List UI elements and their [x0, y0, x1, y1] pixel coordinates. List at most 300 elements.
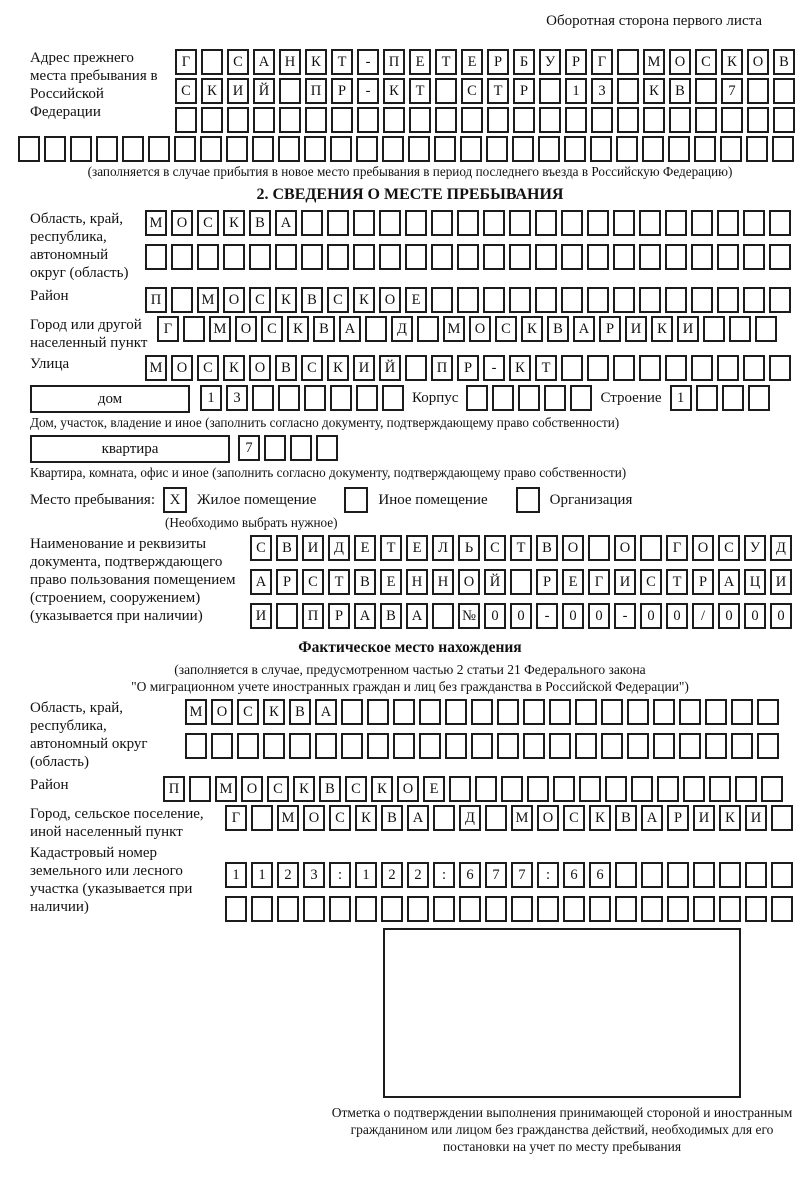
- char-cell[interactable]: С: [261, 316, 283, 342]
- char-cell[interactable]: В: [313, 316, 335, 342]
- char-cell[interactable]: В: [354, 569, 376, 595]
- char-cell[interactable]: [743, 287, 765, 313]
- char-cell[interactable]: В: [381, 805, 403, 831]
- char-cell[interactable]: 0: [588, 603, 610, 629]
- char-cell[interactable]: [148, 136, 170, 162]
- char-cell[interactable]: -: [357, 78, 379, 104]
- char-cell[interactable]: К: [509, 355, 531, 381]
- char-cell[interactable]: И: [353, 355, 375, 381]
- char-cell[interactable]: Р: [487, 49, 509, 75]
- char-cell[interactable]: [617, 107, 639, 133]
- char-cell[interactable]: [564, 136, 586, 162]
- char-cell[interactable]: Д: [770, 535, 792, 561]
- char-cell[interactable]: [382, 385, 404, 411]
- char-cell[interactable]: [549, 733, 571, 759]
- char-cell[interactable]: №: [458, 603, 480, 629]
- char-cell[interactable]: :: [433, 862, 455, 888]
- char-cell[interactable]: Е: [405, 287, 427, 313]
- char-cell[interactable]: [653, 699, 675, 725]
- char-cell[interactable]: [174, 136, 196, 162]
- char-cell[interactable]: [264, 435, 286, 461]
- char-cell[interactable]: 3: [591, 78, 613, 104]
- char-cell[interactable]: [433, 805, 455, 831]
- char-cell[interactable]: М: [511, 805, 533, 831]
- char-cell[interactable]: К: [223, 210, 245, 236]
- char-cell[interactable]: С: [197, 210, 219, 236]
- char-cell[interactable]: [717, 244, 739, 270]
- char-cell[interactable]: [509, 287, 531, 313]
- char-cell[interactable]: [523, 733, 545, 759]
- char-cell[interactable]: [601, 733, 623, 759]
- char-cell[interactable]: [305, 107, 327, 133]
- char-cell[interactable]: [769, 244, 791, 270]
- char-cell[interactable]: 0: [718, 603, 740, 629]
- char-cell[interactable]: [355, 896, 377, 922]
- char-cell[interactable]: [483, 287, 505, 313]
- char-cell[interactable]: С: [227, 49, 249, 75]
- char-cell[interactable]: О: [211, 699, 233, 725]
- char-cell[interactable]: Т: [535, 355, 557, 381]
- char-cell[interactable]: [695, 78, 717, 104]
- char-cell[interactable]: Е: [423, 776, 445, 802]
- char-cell[interactable]: Г: [157, 316, 179, 342]
- char-cell[interactable]: [431, 210, 453, 236]
- char-cell[interactable]: [613, 355, 635, 381]
- char-cell[interactable]: [183, 316, 205, 342]
- char-cell[interactable]: [729, 316, 751, 342]
- char-cell[interactable]: [705, 699, 727, 725]
- char-cell[interactable]: 6: [563, 862, 585, 888]
- char-cell[interactable]: [771, 862, 793, 888]
- char-cell[interactable]: И: [625, 316, 647, 342]
- char-cell[interactable]: [492, 385, 514, 411]
- char-cell[interactable]: О: [303, 805, 325, 831]
- char-cell[interactable]: [743, 210, 765, 236]
- char-cell[interactable]: [485, 805, 507, 831]
- char-cell[interactable]: В: [536, 535, 558, 561]
- char-cell[interactable]: [509, 210, 531, 236]
- char-cell[interactable]: Т: [435, 49, 457, 75]
- char-cell[interactable]: И: [302, 535, 324, 561]
- char-cell[interactable]: [223, 244, 245, 270]
- char-cell[interactable]: [457, 287, 479, 313]
- char-cell[interactable]: 0: [510, 603, 532, 629]
- char-cell[interactable]: [731, 699, 753, 725]
- dom-box[interactable]: дом: [30, 385, 190, 413]
- char-cell[interactable]: :: [537, 862, 559, 888]
- char-cell[interactable]: Р: [276, 569, 298, 595]
- char-cell[interactable]: [279, 107, 301, 133]
- char-cell[interactable]: 0: [640, 603, 662, 629]
- char-cell[interactable]: Р: [331, 78, 353, 104]
- char-cell[interactable]: Г: [591, 49, 613, 75]
- char-cell[interactable]: [175, 107, 197, 133]
- char-cell[interactable]: [553, 776, 575, 802]
- char-cell[interactable]: О: [223, 287, 245, 313]
- char-cell[interactable]: [445, 733, 467, 759]
- char-cell[interactable]: [748, 385, 770, 411]
- char-cell[interactable]: [641, 896, 663, 922]
- char-cell[interactable]: 6: [459, 862, 481, 888]
- char-cell[interactable]: [275, 244, 297, 270]
- char-cell[interactable]: [419, 699, 441, 725]
- char-cell[interactable]: [315, 733, 337, 759]
- char-cell[interactable]: [434, 136, 456, 162]
- char-cell[interactable]: [747, 107, 769, 133]
- char-cell[interactable]: С: [301, 355, 323, 381]
- char-cell[interactable]: [251, 896, 273, 922]
- char-cell[interactable]: /: [692, 603, 714, 629]
- char-cell[interactable]: -: [536, 603, 558, 629]
- char-cell[interactable]: В: [615, 805, 637, 831]
- char-cell[interactable]: У: [539, 49, 561, 75]
- char-cell[interactable]: [579, 776, 601, 802]
- char-cell[interactable]: Й: [379, 355, 401, 381]
- char-cell[interactable]: А: [275, 210, 297, 236]
- char-cell[interactable]: [705, 733, 727, 759]
- char-cell[interactable]: [461, 107, 483, 133]
- char-cell[interactable]: Е: [354, 535, 376, 561]
- char-cell[interactable]: [601, 699, 623, 725]
- char-cell[interactable]: [383, 107, 405, 133]
- char-cell[interactable]: В: [669, 78, 691, 104]
- char-cell[interactable]: [252, 385, 274, 411]
- char-cell[interactable]: Е: [461, 49, 483, 75]
- char-cell[interactable]: Т: [328, 569, 350, 595]
- char-cell[interactable]: П: [145, 287, 167, 313]
- char-cell[interactable]: [696, 385, 718, 411]
- char-cell[interactable]: 1: [355, 862, 377, 888]
- char-cell[interactable]: [717, 355, 739, 381]
- char-cell[interactable]: [357, 107, 379, 133]
- char-cell[interactable]: [639, 287, 661, 313]
- char-cell[interactable]: [249, 244, 271, 270]
- char-cell[interactable]: [587, 244, 609, 270]
- char-cell[interactable]: [640, 535, 662, 561]
- char-cell[interactable]: И: [614, 569, 636, 595]
- char-cell[interactable]: [691, 355, 713, 381]
- char-cell[interactable]: [745, 862, 767, 888]
- char-cell[interactable]: Л: [432, 535, 454, 561]
- char-cell[interactable]: [544, 385, 566, 411]
- char-cell[interactable]: М: [197, 287, 219, 313]
- char-cell[interactable]: [587, 210, 609, 236]
- char-cell[interactable]: [449, 776, 471, 802]
- char-cell[interactable]: [717, 210, 739, 236]
- char-cell[interactable]: [720, 136, 742, 162]
- char-cell[interactable]: С: [237, 699, 259, 725]
- char-cell[interactable]: И: [227, 78, 249, 104]
- char-cell[interactable]: М: [145, 210, 167, 236]
- char-cell[interactable]: С: [267, 776, 289, 802]
- char-cell[interactable]: Т: [331, 49, 353, 75]
- char-cell[interactable]: -: [614, 603, 636, 629]
- char-cell[interactable]: С: [345, 776, 367, 802]
- char-cell[interactable]: [381, 896, 403, 922]
- char-cell[interactable]: О: [171, 210, 193, 236]
- char-cell[interactable]: [667, 862, 689, 888]
- char-cell[interactable]: А: [250, 569, 272, 595]
- char-cell[interactable]: Т: [510, 535, 532, 561]
- char-cell[interactable]: С: [175, 78, 197, 104]
- char-cell[interactable]: [483, 210, 505, 236]
- char-cell[interactable]: И: [693, 805, 715, 831]
- char-cell[interactable]: [497, 699, 519, 725]
- checkbox-organizatsiya[interactable]: [516, 487, 540, 513]
- char-cell[interactable]: Е: [380, 569, 402, 595]
- char-cell[interactable]: [539, 107, 561, 133]
- char-cell[interactable]: М: [443, 316, 465, 342]
- char-cell[interactable]: О: [669, 49, 691, 75]
- char-cell[interactable]: [575, 733, 597, 759]
- char-cell[interactable]: [201, 49, 223, 75]
- char-cell[interactable]: К: [521, 316, 543, 342]
- char-cell[interactable]: М: [185, 699, 207, 725]
- char-cell[interactable]: [617, 49, 639, 75]
- char-cell[interactable]: [615, 896, 637, 922]
- char-cell[interactable]: [379, 210, 401, 236]
- char-cell[interactable]: Р: [513, 78, 535, 104]
- char-cell[interactable]: [668, 136, 690, 162]
- char-cell[interactable]: В: [319, 776, 341, 802]
- char-cell[interactable]: [523, 699, 545, 725]
- char-cell[interactable]: К: [327, 355, 349, 381]
- char-cell[interactable]: Й: [253, 78, 275, 104]
- char-cell[interactable]: [641, 862, 663, 888]
- char-cell[interactable]: [279, 78, 301, 104]
- char-cell[interactable]: [290, 435, 312, 461]
- char-cell[interactable]: Т: [380, 535, 402, 561]
- char-cell[interactable]: Р: [565, 49, 587, 75]
- char-cell[interactable]: [694, 136, 716, 162]
- char-cell[interactable]: [329, 896, 351, 922]
- char-cell[interactable]: [331, 107, 353, 133]
- char-cell[interactable]: [717, 287, 739, 313]
- char-cell[interactable]: [356, 136, 378, 162]
- char-cell[interactable]: В: [773, 49, 795, 75]
- char-cell[interactable]: [772, 136, 794, 162]
- char-cell[interactable]: [722, 385, 744, 411]
- char-cell[interactable]: [703, 316, 725, 342]
- char-cell[interactable]: [518, 385, 540, 411]
- char-cell[interactable]: [356, 385, 378, 411]
- checkbox-inoe[interactable]: [344, 487, 368, 513]
- char-cell[interactable]: [211, 733, 233, 759]
- char-cell[interactable]: [771, 805, 793, 831]
- char-cell[interactable]: М: [145, 355, 167, 381]
- char-cell[interactable]: М: [277, 805, 299, 831]
- char-cell[interactable]: [382, 136, 404, 162]
- char-cell[interactable]: [435, 107, 457, 133]
- char-cell[interactable]: С: [718, 535, 740, 561]
- char-cell[interactable]: [773, 107, 795, 133]
- char-cell[interactable]: [405, 244, 427, 270]
- char-cell[interactable]: В: [380, 603, 402, 629]
- char-cell[interactable]: [761, 776, 783, 802]
- char-cell[interactable]: [538, 136, 560, 162]
- char-cell[interactable]: [289, 733, 311, 759]
- char-cell[interactable]: [535, 244, 557, 270]
- char-cell[interactable]: [330, 136, 352, 162]
- char-cell[interactable]: [695, 107, 717, 133]
- char-cell[interactable]: А: [407, 805, 429, 831]
- char-cell[interactable]: [251, 805, 273, 831]
- char-cell[interactable]: [683, 776, 705, 802]
- char-cell[interactable]: 1: [565, 78, 587, 104]
- char-cell[interactable]: О: [171, 355, 193, 381]
- char-cell[interactable]: М: [215, 776, 237, 802]
- char-cell[interactable]: [501, 776, 523, 802]
- char-cell[interactable]: 1: [670, 385, 692, 411]
- char-cell[interactable]: [471, 699, 493, 725]
- char-cell[interactable]: Г: [666, 535, 688, 561]
- char-cell[interactable]: Р: [328, 603, 350, 629]
- char-cell[interactable]: [693, 862, 715, 888]
- char-cell[interactable]: В: [301, 287, 323, 313]
- checkbox-zhiloe[interactable]: X: [163, 487, 187, 513]
- char-cell[interactable]: 0: [666, 603, 688, 629]
- char-cell[interactable]: [189, 776, 211, 802]
- char-cell[interactable]: Р: [457, 355, 479, 381]
- char-cell[interactable]: [617, 78, 639, 104]
- char-cell[interactable]: Ь: [458, 535, 480, 561]
- char-cell[interactable]: [719, 896, 741, 922]
- char-cell[interactable]: С: [495, 316, 517, 342]
- char-cell[interactable]: 7: [485, 862, 507, 888]
- char-cell[interactable]: [549, 699, 571, 725]
- char-cell[interactable]: [561, 355, 583, 381]
- char-cell[interactable]: [301, 244, 323, 270]
- char-cell[interactable]: [665, 355, 687, 381]
- char-cell[interactable]: [731, 733, 753, 759]
- char-cell[interactable]: [527, 776, 549, 802]
- char-cell[interactable]: [278, 385, 300, 411]
- char-cell[interactable]: [613, 210, 635, 236]
- char-cell[interactable]: [587, 287, 609, 313]
- char-cell[interactable]: [353, 210, 375, 236]
- char-cell[interactable]: [304, 136, 326, 162]
- char-cell[interactable]: М: [643, 49, 665, 75]
- char-cell[interactable]: [471, 733, 493, 759]
- char-cell[interactable]: [485, 896, 507, 922]
- char-cell[interactable]: 0: [770, 603, 792, 629]
- char-cell[interactable]: [563, 896, 585, 922]
- char-cell[interactable]: 1: [251, 862, 273, 888]
- char-cell[interactable]: [665, 210, 687, 236]
- char-cell[interactable]: [605, 776, 627, 802]
- char-cell[interactable]: [639, 210, 661, 236]
- char-cell[interactable]: К: [223, 355, 245, 381]
- char-cell[interactable]: 0: [562, 603, 584, 629]
- char-cell[interactable]: П: [305, 78, 327, 104]
- char-cell[interactable]: [457, 244, 479, 270]
- char-cell[interactable]: И: [677, 316, 699, 342]
- char-cell[interactable]: [691, 244, 713, 270]
- char-cell[interactable]: [201, 107, 223, 133]
- char-cell[interactable]: [747, 78, 769, 104]
- char-cell[interactable]: 0: [744, 603, 766, 629]
- char-cell[interactable]: 2: [381, 862, 403, 888]
- char-cell[interactable]: И: [250, 603, 272, 629]
- char-cell[interactable]: О: [397, 776, 419, 802]
- char-cell[interactable]: Г: [588, 569, 610, 595]
- char-cell[interactable]: [475, 776, 497, 802]
- char-cell[interactable]: [719, 862, 741, 888]
- char-cell[interactable]: [405, 210, 427, 236]
- char-cell[interactable]: Н: [432, 569, 454, 595]
- char-cell[interactable]: С: [640, 569, 662, 595]
- char-cell[interactable]: К: [719, 805, 741, 831]
- char-cell[interactable]: [561, 244, 583, 270]
- char-cell[interactable]: [341, 699, 363, 725]
- char-cell[interactable]: [327, 244, 349, 270]
- char-cell[interactable]: А: [354, 603, 376, 629]
- char-cell[interactable]: Д: [391, 316, 413, 342]
- char-cell[interactable]: [486, 136, 508, 162]
- char-cell[interactable]: Т: [487, 78, 509, 104]
- char-cell[interactable]: [565, 107, 587, 133]
- char-cell[interactable]: [615, 862, 637, 888]
- char-cell[interactable]: [746, 136, 768, 162]
- char-cell[interactable]: [393, 699, 415, 725]
- char-cell[interactable]: П: [163, 776, 185, 802]
- char-cell[interactable]: К: [589, 805, 611, 831]
- char-cell[interactable]: [691, 210, 713, 236]
- char-cell[interactable]: [301, 210, 323, 236]
- char-cell[interactable]: А: [641, 805, 663, 831]
- char-cell[interactable]: [613, 287, 635, 313]
- char-cell[interactable]: Е: [562, 569, 584, 595]
- char-cell[interactable]: [613, 244, 635, 270]
- char-cell[interactable]: [631, 776, 653, 802]
- char-cell[interactable]: 0: [484, 603, 506, 629]
- char-cell[interactable]: К: [383, 78, 405, 104]
- char-cell[interactable]: П: [302, 603, 324, 629]
- char-cell[interactable]: [253, 107, 275, 133]
- char-cell[interactable]: О: [379, 287, 401, 313]
- char-cell[interactable]: [627, 699, 649, 725]
- char-cell[interactable]: [276, 603, 298, 629]
- char-cell[interactable]: В: [547, 316, 569, 342]
- char-cell[interactable]: К: [643, 78, 665, 104]
- char-cell[interactable]: О: [458, 569, 480, 595]
- char-cell[interactable]: Н: [279, 49, 301, 75]
- char-cell[interactable]: [445, 699, 467, 725]
- char-cell[interactable]: О: [469, 316, 491, 342]
- char-cell[interactable]: [431, 287, 453, 313]
- char-cell[interactable]: [252, 136, 274, 162]
- char-cell[interactable]: [743, 244, 765, 270]
- char-cell[interactable]: 2: [277, 862, 299, 888]
- char-cell[interactable]: [303, 896, 325, 922]
- char-cell[interactable]: [379, 244, 401, 270]
- char-cell[interactable]: [512, 136, 534, 162]
- char-cell[interactable]: -: [483, 355, 505, 381]
- char-cell[interactable]: С: [695, 49, 717, 75]
- char-cell[interactable]: К: [275, 287, 297, 313]
- char-cell[interactable]: [669, 107, 691, 133]
- char-cell[interactable]: О: [241, 776, 263, 802]
- char-cell[interactable]: [769, 355, 791, 381]
- char-cell[interactable]: [665, 244, 687, 270]
- char-cell[interactable]: [417, 316, 439, 342]
- char-cell[interactable]: [755, 316, 777, 342]
- char-cell[interactable]: [497, 733, 519, 759]
- char-cell[interactable]: А: [573, 316, 595, 342]
- char-cell[interactable]: Г: [175, 49, 197, 75]
- char-cell[interactable]: [408, 136, 430, 162]
- char-cell[interactable]: О: [235, 316, 257, 342]
